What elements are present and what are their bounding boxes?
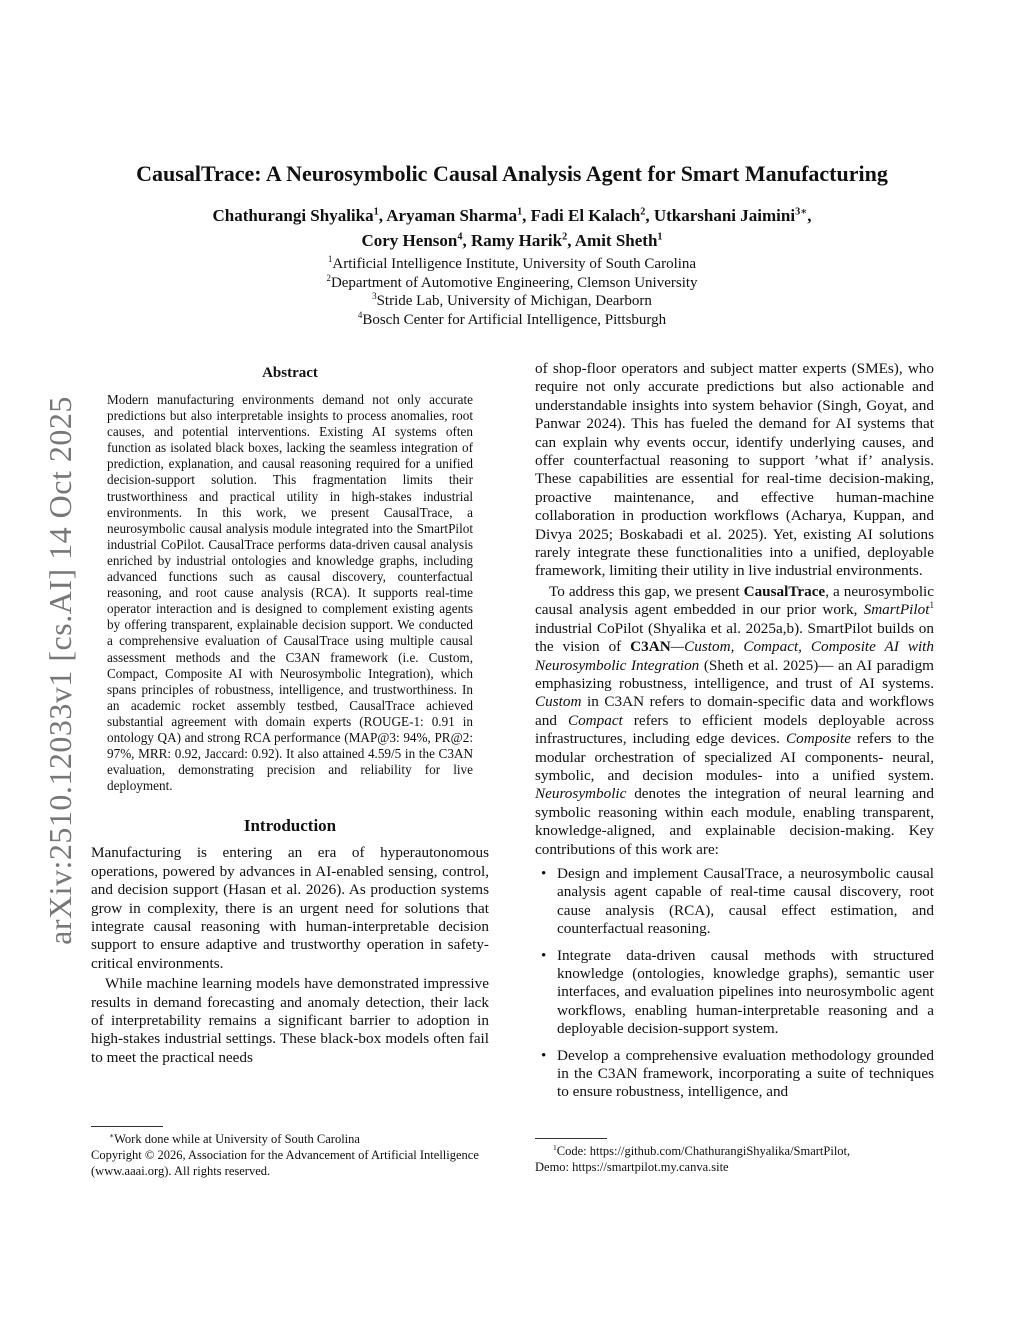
author-name: Cory Henson bbox=[361, 231, 458, 250]
author-separator: , bbox=[567, 231, 575, 250]
bullet-icon: • bbox=[541, 946, 547, 964]
abstract-heading: Abstract bbox=[262, 365, 318, 381]
copyright-notice: Copyright © 2026, Association for the Advancement of Artificial Intelligence (www.aaai.org). All rights reserved. bbox=[91, 1148, 479, 1178]
author-name: Amit Sheth bbox=[574, 231, 658, 250]
text-run: To address this gap, we present bbox=[549, 582, 744, 600]
footnote-text: Work done while at University of South Carolina bbox=[114, 1132, 360, 1146]
list-item-text: Integrate data-driven causal methods with structured knowledge (ontologies, knowledge graphs), semantic user interfaces, and evaluation pipelines into neurosymbolic agent workflows, enabling human-interpretable reasoning and a deployable decision-support system. bbox=[557, 946, 934, 1038]
c3an-expansion: —Custom, Compact, Composite AI with Neurosymbolic Integration bbox=[535, 638, 934, 674]
c3an-name: C3AN bbox=[630, 638, 671, 656]
affiliation-text: Stride Lab, University of Michigan, Dearborn bbox=[376, 293, 652, 309]
left-column bbox=[91, 364, 489, 1067]
abstract-body: Modern manufacturing environments demand not only accurate predictions but also interpretable insights to process anomalies, root causes, and potential interventions. Existing AI systems often function as isolated black boxes, lacking the seamless integration of prediction, explanation, and causal reasoning required for a unified decision-support solution. This fragmentation limits their trustworthiness and practical utility in high-stakes industrial environments. In this work, we present CausalTrace, a neurosymbolic causal analysis module integrated into the SmartPilot industrial CoPilot. CausalTrace performs data-driven causal analysis enriched by industrial ontologies and knowledge graphs, including advanced functions such as causal discovery, counterfactual reasoning, and root cause analysis (RCA). It supports real-time operator interaction and is designed to complement existing agents by offering transparent, explainable decision support. We conducted a comprehensive evaluation of CausalTrace using multiple causal assessment methods and the C3AN framework (i.e. Custom, Compact, Composite AI with Neurosymbolic Integration), which spans principles of robustness, intelligence, and trustworthiness. In an academic rocket assembly testbed, CausalTrace achieved substantial agreement with domain experts (ROUGE-1: 0.91 in ontology QA) and strong RCA performance (MAP@3: 94%, PR@2: 97%, MRR: 0.92, Jaccard: 0.92). It also attained 4.59/5 in the C3AN evaluation, demonstrating precision and reliability for live deployment. bbox=[107, 392, 473, 794]
affiliation bbox=[200, 311, 824, 330]
contributions-list bbox=[535, 865, 934, 1102]
author-name: Ramy Harik bbox=[470, 231, 563, 250]
right-footnotes bbox=[535, 1138, 934, 1175]
author-separator: , bbox=[645, 206, 654, 225]
footnote-demo-link: Demo: https://smartpilot.my.canva.site bbox=[535, 1160, 729, 1174]
list-item-text: Design and implement CausalTrace, a neurosymbolic causal analysis agent capable of real-time causal discovery, root cause analysis (RCA), causal effect estimation, and counterfactual reasoning. bbox=[557, 864, 934, 938]
bullet-icon: • bbox=[541, 1046, 547, 1064]
author-separator: , bbox=[462, 231, 471, 250]
paper-title: CausalTrace: A Neurosymbolic Causal Analysis Agent for Smart Manufacturing bbox=[136, 161, 888, 186]
affiliation-text: Department of Automotive Engineering, Clemson University bbox=[330, 274, 698, 291]
author-affil-mark: 1 bbox=[517, 206, 523, 218]
right-paragraph-2 bbox=[535, 583, 934, 859]
footnote-mark: 1 bbox=[553, 1142, 557, 1152]
author-list bbox=[120, 203, 904, 253]
author-name: Utkarshani Jaimini bbox=[653, 206, 796, 225]
affiliation-text: Artificial Intelligence Institute, University of South Carolina bbox=[332, 256, 697, 272]
affiliation bbox=[200, 292, 824, 311]
text-run: in C3AN refers to domain-specific data and workflows and bbox=[535, 693, 934, 729]
term-neurosymbolic: Neurosymbolic bbox=[535, 785, 627, 803]
term-custom: Custom bbox=[535, 693, 582, 711]
term-compact: Compact bbox=[567, 711, 623, 729]
list-item-text: Develop a comprehensive evaluation methodology grounded in the C3AN framework, incorporating a suite of techniques to ensure robustness, intelligence, and bbox=[557, 1046, 934, 1101]
introduction-heading: Introduction bbox=[243, 816, 337, 836]
arxiv-stamp bbox=[40, 380, 80, 960]
affiliation-number: 4 bbox=[357, 309, 363, 320]
smartpilot-name: SmartPilot bbox=[863, 601, 930, 619]
causaltrace-name: CausalTrace bbox=[743, 582, 826, 600]
list-item bbox=[535, 1047, 934, 1102]
text-run: industrial CoPilot (Shyalika et al. 2025a,b). SmartPilot builds on the vision of bbox=[535, 619, 934, 656]
affiliation bbox=[200, 274, 824, 293]
footnote-text: Code: https://github.com/ChathurangiShyalika/SmartPilot, bbox=[556, 1144, 851, 1158]
intro-paragraph-1: Manufacturing is entering an era of hyperautonomous operations, powered by advances in AI-enabled sensing, control, and decision support (Hasan et al. 2026). As production systems grow in complexity, there is an urgent need for solutions that integrate causal reasoning with human-interpretable decision support to ensure adaptive and trustworthy operation in safety-critical environments. bbox=[91, 844, 489, 972]
affiliation-number: 1 bbox=[327, 254, 333, 264]
author-line-1 bbox=[120, 203, 904, 228]
affiliation bbox=[200, 255, 824, 274]
text-run: , a neurosymbolic causal analysis agent embedded in our prior work, bbox=[535, 582, 934, 619]
footnote-divider bbox=[91, 1126, 163, 1127]
author-affil-mark: 1 bbox=[657, 231, 663, 243]
footnote-code-link bbox=[535, 1143, 934, 1159]
footnote-divider bbox=[535, 1138, 607, 1139]
list-item bbox=[535, 865, 934, 939]
right-paragraph-1: of shop-floor operators and subject matter experts (SMEs), who require not only accurate predictions but also actionable and understandable insights into system behavior (Singh, Goyat, and Panwar 2024). This has fueled the demand for AI systems that can explain why events occur, identify underlying causes, and offer counterfactual reasoning to support ’what if’ analysis. These capabilities are essential for real-time decision-making, proactive maintenance, and effective human-machine collaboration in production workflows (Acharya, Kuppan, and Divya 2025; Boskabadi et al. 2025). Yet, existing AI solutions rarely integrate these functionalities into a unified, deployable framework, limiting their utility in live industrial environments. bbox=[535, 360, 934, 580]
arxiv-stamp-text: arXiv:2510.12033v1 [cs.AI] 14 Oct 2025 bbox=[41, 395, 78, 945]
affiliation-text: Bosch Center for Artificial Intelligence, Pittsburgh bbox=[362, 311, 667, 328]
right-column bbox=[535, 360, 934, 1110]
author-affil-mark: 2 bbox=[562, 231, 568, 243]
bullet-icon: • bbox=[541, 864, 547, 882]
footnote-mark: ∗ bbox=[109, 1130, 115, 1140]
list-item bbox=[535, 947, 934, 1039]
author-name: Chathurangi Shyalika bbox=[212, 206, 374, 225]
author-separator: , bbox=[807, 206, 812, 225]
author-separator: , bbox=[522, 206, 531, 225]
author-affil-mark: 3∗ bbox=[795, 206, 808, 218]
author-name: Fadi El Kalach bbox=[530, 206, 641, 225]
text-run: refers to efficient models deployable across infrastructures, including edge devices. bbox=[535, 711, 934, 748]
author-name: Aryaman Sharma bbox=[386, 206, 518, 225]
footnote-affiliation bbox=[91, 1131, 489, 1147]
author-separator: , bbox=[378, 206, 387, 225]
text-run: (Sheth et al. 2025)— an AI paradigm emphasizing robustness, intelligence, and trust of AI systems. bbox=[535, 656, 934, 692]
author-affil-mark: 2 bbox=[640, 206, 646, 218]
left-footnotes bbox=[91, 1126, 489, 1179]
text-run: refers to the modular orchestration of specialized AI components- neural, symbolic, and decision modules- into a unified system. bbox=[535, 730, 934, 784]
affiliation-number: 2 bbox=[326, 272, 331, 283]
author-affil-mark: 4 bbox=[457, 231, 463, 243]
term-composite: Composite bbox=[786, 730, 851, 748]
author-affil-mark: 1 bbox=[373, 206, 379, 218]
affiliation-list bbox=[200, 255, 824, 329]
author-line-2 bbox=[120, 228, 904, 253]
text-run: denotes the integration of neural learning and symbolic reasoning within each module, enabling transparent, knowledge-aligned, and explainable decision-making. Key contributions of this work are: bbox=[535, 785, 934, 858]
intro-paragraph-2: While machine learning models have demonstrated impressive results in demand forecasting and anomaly detection, their lack of interpretability remains a significant barrier to adoption in high-stakes industrial settings. These black-box models often fail to meet the practical needs bbox=[91, 975, 489, 1066]
footnote-mark: 1 bbox=[929, 600, 934, 611]
affiliation-number: 3 bbox=[372, 291, 377, 301]
